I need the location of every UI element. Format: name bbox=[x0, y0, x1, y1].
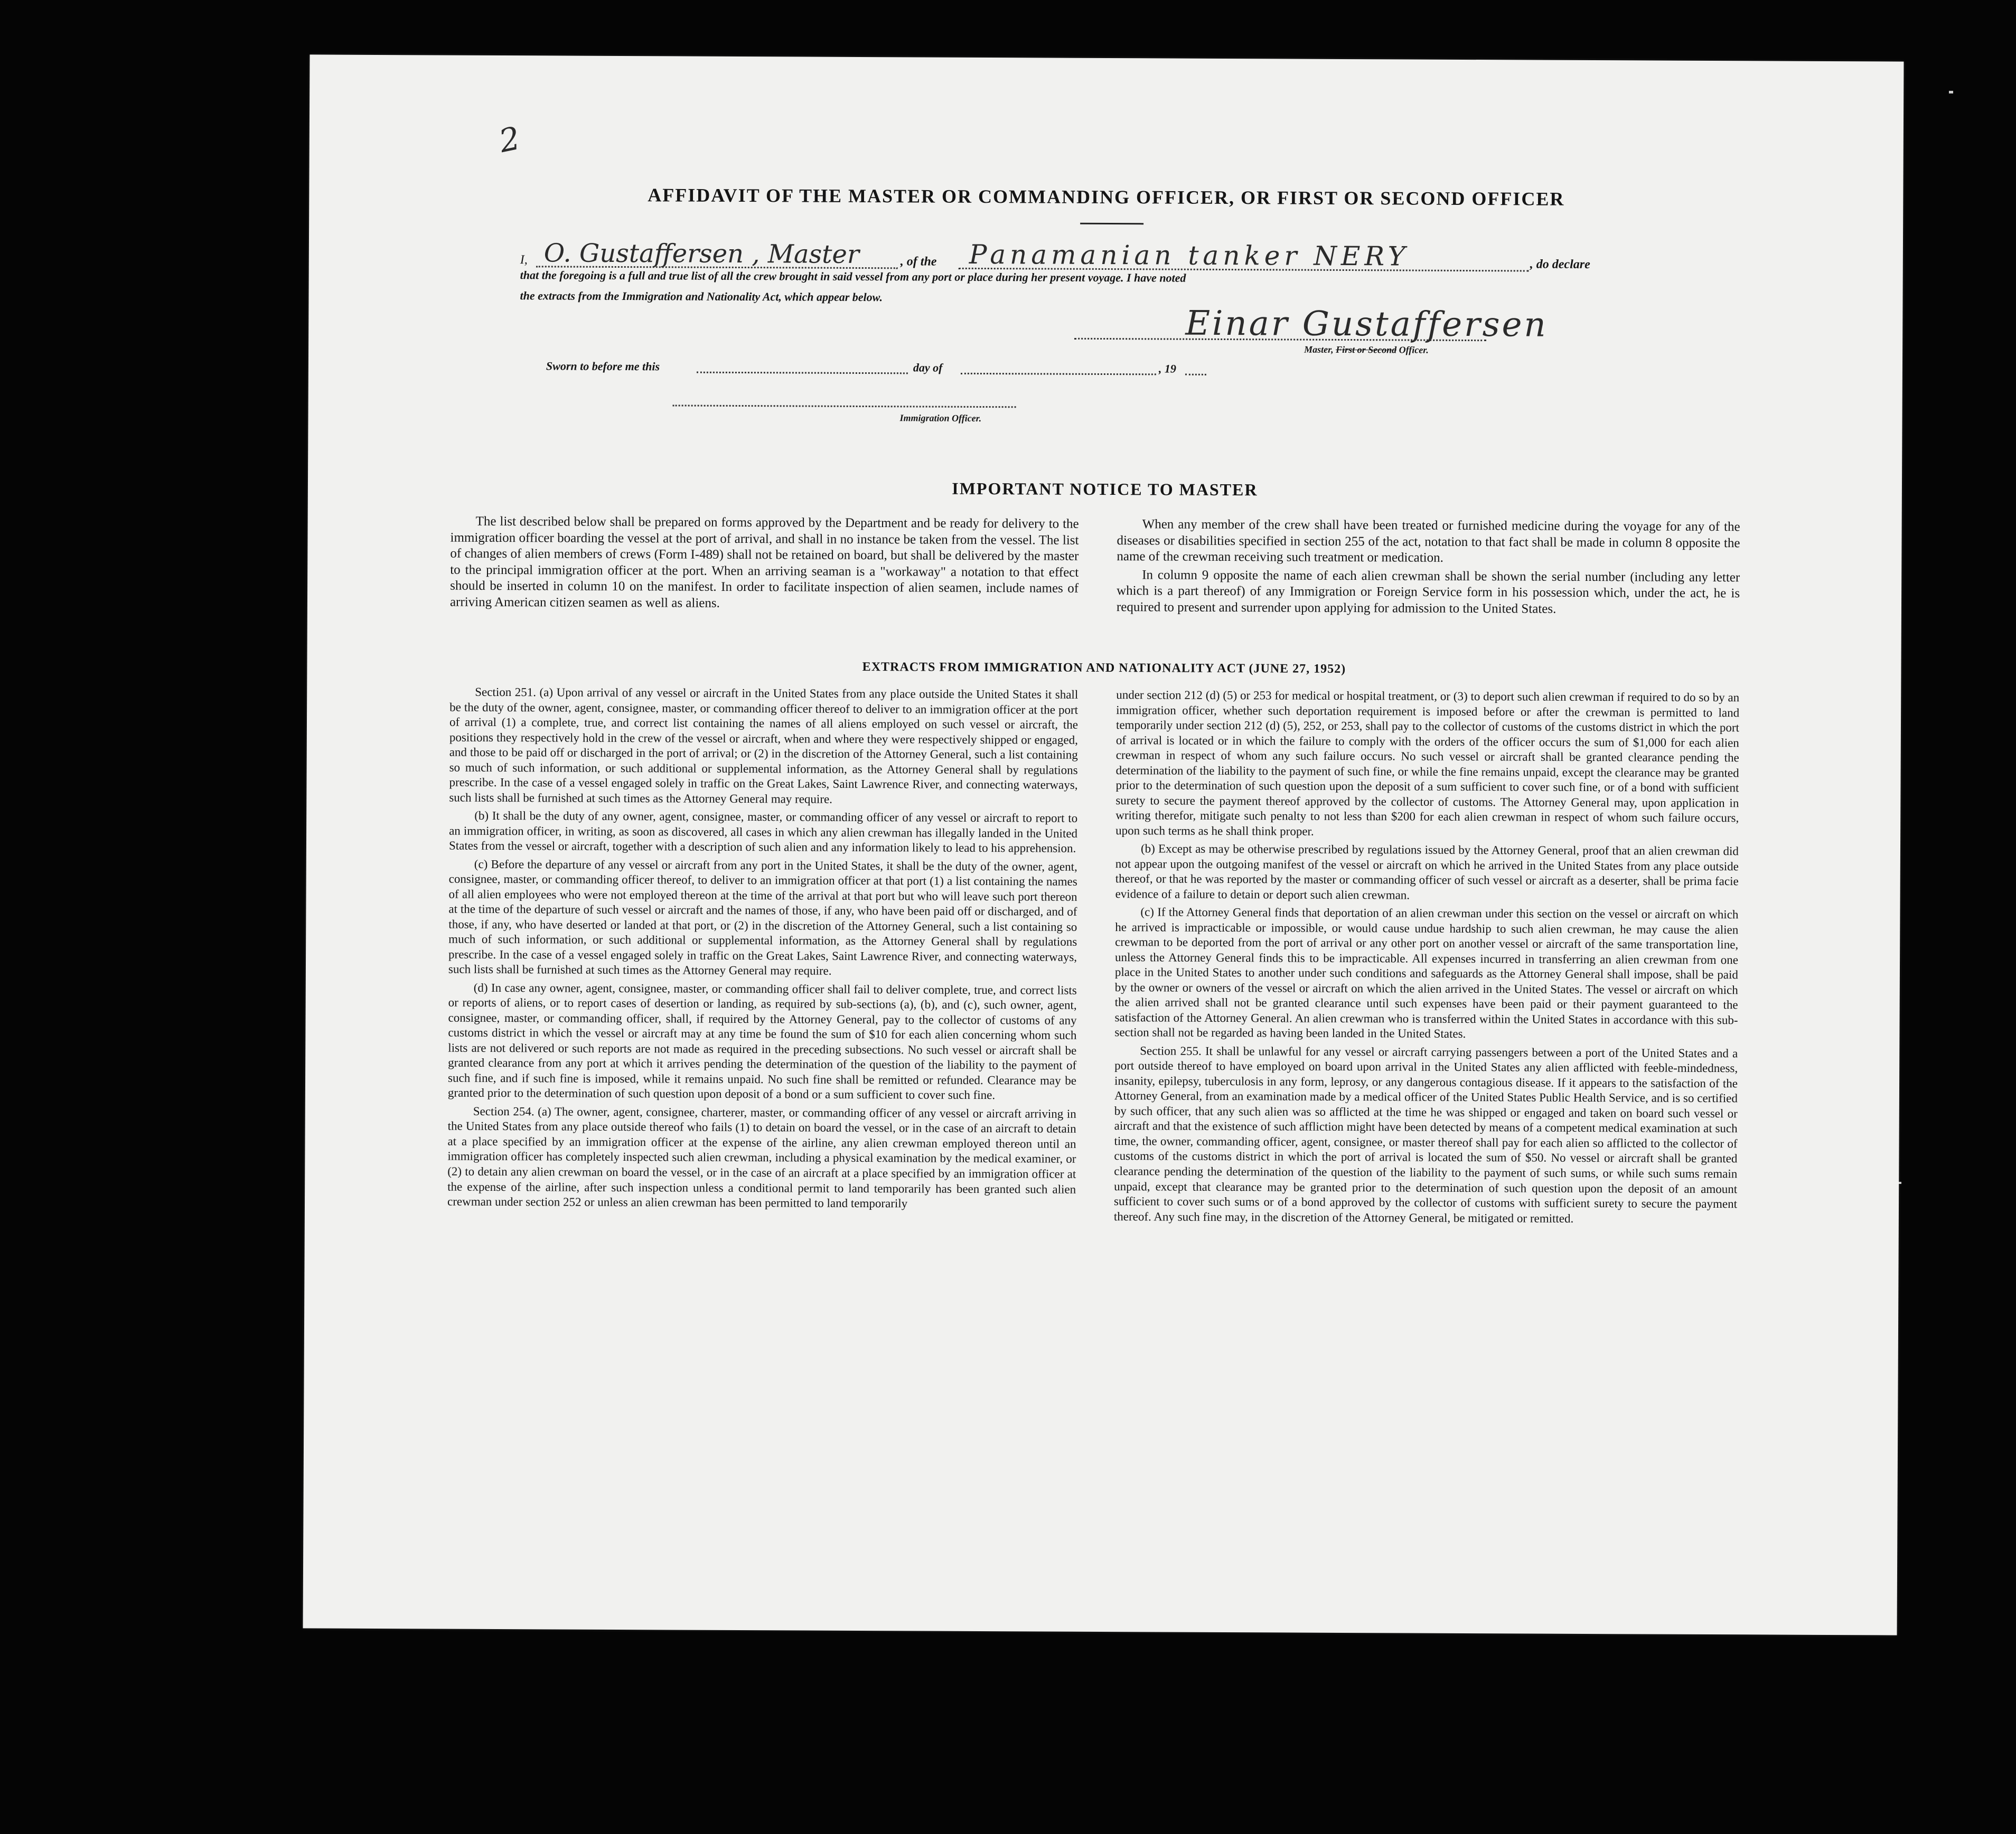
line1-prefix: I, bbox=[520, 253, 528, 267]
caption-master: Master, bbox=[1304, 344, 1336, 355]
notice-right-column bbox=[1117, 516, 1740, 620]
title-rule bbox=[1080, 223, 1143, 225]
handwritten-vessel: Panamanian tanker NERY bbox=[969, 239, 1410, 272]
section-254-a: Section 254. (a) The owner, agent, consignee, charterer, master, or commanding officer of any vessel or aircraft arriving in the United States from any place outside thereof who fails (1) to detain on board the vessel, or in the case of an aircraft to detain at a place specified by an immigration officer at the expense of the airline, any alien crewman employed thereon until an immigration officer has completely inspected such alien crewman, including a physical examination by the medical examiner, or (2) to detain any alien crewman on board the vessel, or in the case of an aircraft at a place specified by an immigration officer at the expense of the airline, after such inspection unless a conditional permit to land temporarily has been granted such alien crewman under section 252 or unless an alien crewman has been permitted to land temporarily bbox=[447, 1104, 1076, 1210]
notice-right-paragraph-2: In column 9 opposite the name of each alien crewman shall be shown the serial number (including any letter which is a part thereof) of any Immigration or Foreign Service form in his possession which, under the act, he is required to present and surrender upon applying for admission to the United States. bbox=[1116, 567, 1740, 616]
caption-officer: Officer. bbox=[1396, 344, 1429, 355]
section-251-c: (c) Before the departure of any vessel or aircraft from any port in the United States, it shall be the duty of the owner, agent, consignee, master, or commanding officer thereof, to deliver to an immigration officer at that port (1) a list containing the names of all alien employees who were not employed thereon at the time of the arrival at that port but who will leave such port thereon at the time of the departure of such vessel or aircraft and the names of those, if any, who have been paid off or discharged, and of those, if any, who have deserted or landed at that port, or (2) in the discretion of the Attorney General, such a list containing so much of such information, or such additional or supplemental information, as the Attorney General shall by regulations prescribe. In the case of a vessel engaged solely in traffic on the Great Lakes, Saint Lawrence River, and connecting waterways, such lists shall be furnished at such times as the Attorney General may require. bbox=[448, 857, 1077, 978]
section-251-b: (b) It shall be the duty of any owner, agent, consignee, master, or commanding officer of any vessel or aircraft to report to an immigration officer, in writing, as soon as discovered, all cases in which any alien crewman has illegally landed in the United States from the vessel or aircraft, together with a description of such alien and any information likely to lead to his apprehension. bbox=[448, 808, 1078, 855]
notice-title: IMPORTANT NOTICE TO MASTER bbox=[952, 478, 1258, 500]
extracts-title: EXTRACTS FROM IMMIGRATION AND NATIONALITY ACT (JUNE 27, 1952) bbox=[862, 660, 1346, 676]
line1-of: , of the bbox=[900, 255, 937, 269]
handwritten-master-name: O. Gustaffersen , Master bbox=[543, 238, 859, 269]
corner-mark: 2 bbox=[496, 119, 523, 161]
sworn-line bbox=[546, 359, 1391, 384]
notice-left-paragraph: The list described below shall be prepared on forms approved by the Department and be ready for delivery to the immigration officer boarding the vessel at the port of arrival, and shall in no instance be taken from the vessel. The list of changes of alien members of crews (Form I-489) shall not be retained on board, but shall be delivered by the master to the principal immigration officer at the port. When an arriving seaman is a "workaway" a notation to that effect should be inserted in column 10 on the manifest. In order to facilitate inspection of alien seamen, include names of arriving American citizen seamen as well as aliens. bbox=[449, 514, 1079, 610]
signature-caption bbox=[1304, 344, 1429, 356]
sworn-blank bbox=[697, 372, 908, 374]
extracts-left-column bbox=[447, 685, 1078, 1216]
declaration-line-2: that the foregoing is a full and true list of all the crew brought in said vessel from any port or place during her present voyage. I have noted bbox=[520, 268, 1186, 285]
scan-speck bbox=[1949, 91, 1953, 93]
section-254-a-cont: under section 212 (d) (5) or 253 for medical or hospital treatment, or (3) to deport such alien crewman if required to do so by an immigration officer, whether such deportation requirement is imposed before or after the crewman is permitted to land temporarily under section 212 (d) (5), 252, or 253, shall pay to the collector of customs of the customs district in which the port of arrival is located or in which the failure to comply with the orders of the officer occurs the sum of $1,000 for each alien crewman in respect of whom any such failure occurs. No such vessel or aircraft shall be granted clearance pending the determination of the liability to the payment of such fine, or while the fine remains unpaid, except the clearance may be granted prior to the determination of such question upon the deposit of a sum sufficient to cover such fine, or of a bond with sufficient surety to secure the payment thereof approved by the collector of customs. The Attorney General may, upon application in writing therefor, mitigate such penalty to not less than $200 for each alien crewman in respect of whom such failure occurs, upon such terms as he shall think proper. bbox=[1115, 688, 1740, 838]
notice-right-paragraph-1: When any member of the crew shall have been treated or furnished medicine during the voyage for any of the diseases or disabilities specified in section 255 of the act, notation to that fact shall be made in column 8 opposite the name of the crewman receiving such treatment or medication. bbox=[1117, 517, 1740, 565]
caption-struck: First or Second bbox=[1336, 344, 1397, 355]
section-254-b: (b) Except as may be otherwise prescribed by regulations issued by the Attorney General, proof that an alien crewman did not appear upon the outgoing manifest of the vessel or aircraft on which he arrived in the United States from any place outside thereof, or that he was reported by the master or commanding officer of such vessel or aircraft as a deserter, shall be prima facie evidence of a failure to detain or deport such alien crewman. bbox=[1115, 842, 1739, 902]
signature: Einar Gustaffersen bbox=[1185, 304, 1548, 345]
section-251-d: (d) In case any owner, agent, consignee, master, or commanding officer shall fail to deliver complete, true, and correct lists or reports of aliens, or to report cases of desertion or landing, as required by sub-sections (a), (b), and (c), such owner, agent, consignee, master, or commanding officer, shall, if required by the Attorney General, pay to the collector of customs of any customs district in which the vessel or aircraft may at any time be found the sum of $10 for each alien concerning whom such lists are not delivered or such reports are not made as required in the preceding subsections. No such vessel or aircraft shall be granted clearance from any port at which it arrives pending the determination of the question of the liability to the payment of such fine, and if such fine is imposed, while it remains unpaid. No such fine shall be remitted or refunded. Clearance may be granted prior to the determination of such question upon deposit of a bond or a sum sufficient to cover such fine. bbox=[447, 981, 1077, 1102]
section-255: Section 255. It shall be unlawful for any vessel or aircraft carrying passengers between a port of the United States and a port outside thereof to have employed on board upon arrival in the United States any alien afflicted with feeble-mindedness, insanity, epilepsy, tuberculosis in any form, leprosy, or any dangerous contagious disease. If it appears to the satisfaction of the Attorney General, from an examination made by a medical officer of the United States Public Health Service, and is so certified by such officer, that any such alien was so afflicted at the time he was shipped or engaged and taken on board such vessel or aircraft and that the existence of such affliction might have been detected by means of a competent medical examination at such time, the owner, commanding officer, agent, consignee, or master thereof shall pay for each alien so afflicted to the collector of customs of the customs district in which the port of arrival is located the sum of $50. No vessel or aircraft shall be granted clearance pending the determination of the question of the liability to the payment of such sums, or while such sums remain unpaid, except that clearance may be granted prior to the determination of such question upon the deposit of an amount sufficient to cover such sums or of a bond approved by the collector of customs with sufficient surety to secure the payment thereof. Any such fine may, in the discretion of the Attorney General, be mitigated or remitted. bbox=[1113, 1044, 1738, 1225]
line1-suffix: , do declare bbox=[1530, 257, 1590, 272]
affidavit-title: AFFIDAVIT OF THE MASTER OR COMMANDING OFFICER, OR FIRST OR SECOND OFFICER bbox=[648, 184, 1565, 210]
document-page bbox=[303, 54, 1904, 1635]
notice-left-column bbox=[450, 514, 1079, 615]
declaration-line-3: the extracts from the Immigration and Nationality Act, which appear below. bbox=[520, 289, 883, 304]
extracts-right-column bbox=[1114, 688, 1739, 1230]
section-251-a: Section 251. (a) Upon arrival of any vessel or aircraft in the United States from any place outside the United States it shall be the duty of the owner, agent, consignee, master, or commanding officer thereof to deliver to an immigration officer at the port of arrival (1) a complete, true, and correct list containing the names of all aliens employed on such vessel or aircraft, the positions they respectively hold in the crew of the vessel or aircraft, when and where they were respectively shipped or engaged, and those to be paid off or discharged in the port of arrival; or (2) in the discretion of the Attorney General, such a list containing so much of such information, or such additional or supplemental information, as the Attorney General shall by regulations prescribe. In the case of a vessel engaged solely in traffic on the Great Lakes, Saint Lawrence River, and connecting waterways, such lists shall be furnished at such times as the Attorney General may require. bbox=[449, 685, 1079, 806]
section-254-c: (c) If the Attorney General finds that deportation of an alien crewman under this section on the vessel or aircraft on which he arrived is impracticable or impossible, or would cause undue hardship to such alien crewman, he may cause the alien crewman to be deported from the port of arrival or any other port on another vessel or aircraft of the same transportation line, unless the Attorney General finds this to be impracticable. All expenses incurred in transferring an alien crewman from one place in the United States to another under such conditions and safeguards as the Attorney General shall impose, shall be paid by the owner or owners of the vessel or aircraft on which the alien arrived in the United States. The vessel or aircraft on which the alien arrived shall not be granted clearance until such expenses have been paid or their payment guaranteed to the satisfaction of the Attorney General. An alien crewman who is transferred within the United States in accordance with this sub-section shall not be regarded as having been landed in the United States. bbox=[1114, 905, 1739, 1041]
sworn-prefix: Sworn to before me this bbox=[546, 359, 660, 373]
year-blank bbox=[1185, 374, 1206, 375]
sworn-day: day of bbox=[913, 361, 943, 374]
day-blank bbox=[961, 373, 1156, 375]
immigration-officer-caption: Immigration Officer. bbox=[899, 412, 982, 424]
immigration-officer-line bbox=[673, 405, 1016, 408]
sworn-year: , 19 bbox=[1158, 362, 1176, 375]
